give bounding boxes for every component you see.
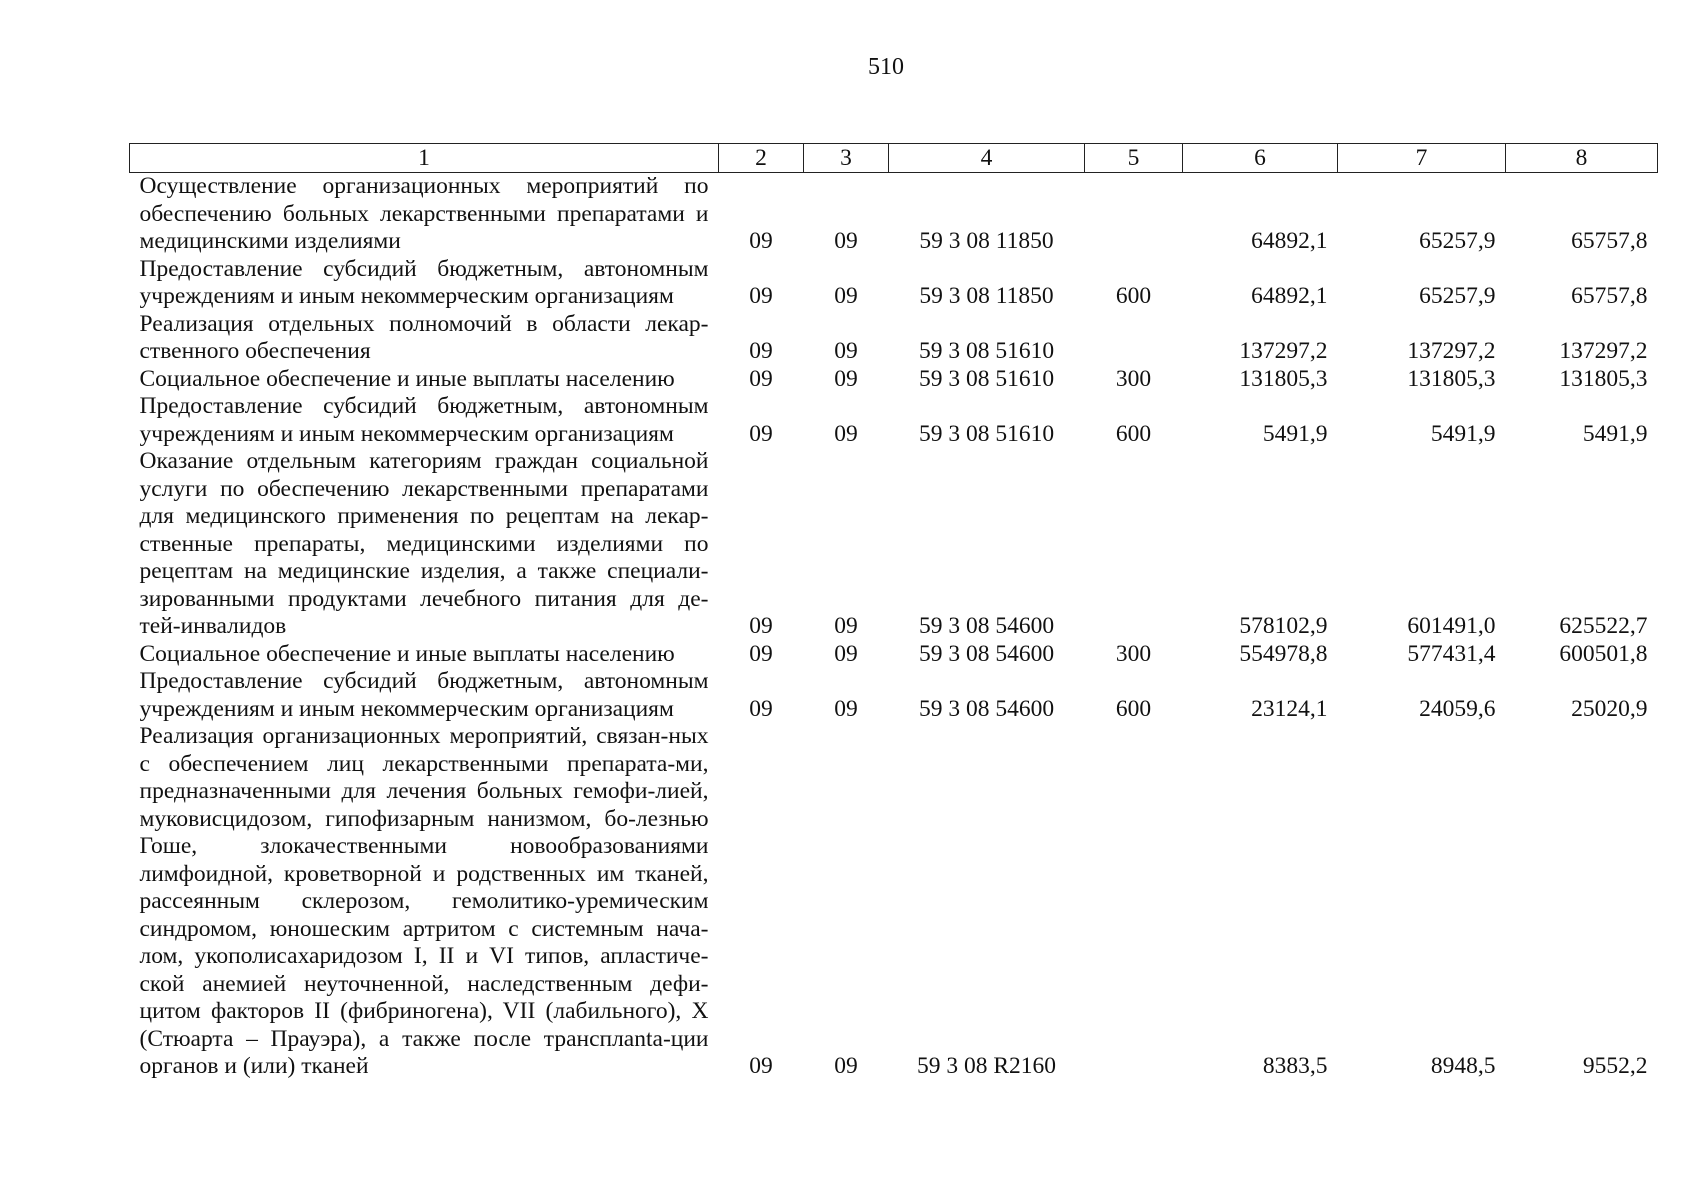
row-amount-col6: 5491,9 (1262, 420, 1328, 447)
column-header-6: 6 (1183, 144, 1338, 173)
row-name: Социальное обеспечение и иные выплаты населению (139, 365, 675, 392)
row-section: 09 (749, 640, 773, 667)
column-header-8: 8 (1506, 144, 1658, 173)
row-name: Осуществление организационных мероприятий по обеспечению больных лекарственными препаратами и медицинскими изделиями (139, 173, 709, 254)
row-expense-type: 600 (1115, 283, 1152, 309)
page-number: 510 (868, 54, 904, 80)
row-target-code: 59 3 08 11850 (919, 283, 1054, 309)
table-row (130, 311, 1658, 366)
row-section: 09 (749, 338, 773, 364)
row-amount-col8: 600501,8 (1559, 640, 1648, 667)
row-target-code: 59 3 08 54600 (918, 695, 1055, 722)
row-amount-col6: 554978,8 (1239, 640, 1328, 667)
row-amount-col6: 137297,2 (1239, 338, 1328, 364)
row-target-code: 59 3 08 11850 (919, 228, 1054, 254)
table-row (130, 448, 1658, 641)
row-expense-type (1085, 723, 1183, 1081)
row-amount-col6: 8383,5 (1262, 1053, 1328, 1079)
row-target-code: 59 3 08 R2160 (916, 1053, 1057, 1079)
row-amount-col6: 64892,1 (1251, 228, 1328, 254)
row-amount-col7: 65257,9 (1419, 283, 1496, 309)
row-amount-col8: 5491,9 (1582, 420, 1648, 447)
column-header-7: 7 (1338, 144, 1506, 173)
table-row (130, 393, 1658, 448)
row-amount-col7: 601491,0 (1407, 613, 1496, 639)
row-expense-type (1085, 173, 1183, 256)
row-name: Оказание отдельным категориям граждан социальной услуги по обеспечению лекарственными препаратами для медицинского применения по рецептам на лекар-ственные препараты, медицинскими изделиями по рецептам на медицинские изделия, а также специали-зированными продуктами лечебного питания для де-тей-инвалидов (139, 448, 709, 639)
table-row (130, 641, 1658, 669)
row-amount-col8: 25020,9 (1571, 695, 1648, 722)
row-amount-col6: 64892,1 (1251, 283, 1328, 309)
row-subsection: 09 (834, 640, 858, 667)
table-row (130, 256, 1658, 311)
table-row (130, 366, 1658, 394)
row-amount-col7: 24059,6 (1419, 695, 1496, 722)
row-subsection: 09 (834, 1053, 858, 1079)
table-body (130, 173, 1658, 1081)
row-amount-col7: 137297,2 (1407, 338, 1496, 364)
row-section: 09 (749, 283, 773, 309)
row-subsection: 09 (834, 420, 858, 447)
row-section: 09 (749, 228, 773, 254)
row-amount-col8: 131805,3 (1559, 365, 1648, 392)
row-name: Социальное обеспечение и иные выплаты населению (139, 640, 675, 667)
row-target-code: 59 3 08 51610 (918, 365, 1055, 392)
row-name: Предоставление субсидий бюджетным, автономным учреждениям и иным некоммерческим организациям (139, 668, 709, 722)
row-amount-col6: 23124,1 (1251, 695, 1328, 722)
row-name: Реализация организационных мероприятий, связан-ных с обеспечением лиц лекарственными препарата-ми, предназначенными для лечения больных гемофи-лией, муковисцидозом, гипофизарным нанизмом, бо-лезнью Гоше, злокачественными новообразованиями лимфоидной, кроветворной и родственных им тканей, рассеянным склерозом, гемолитико-уремическим синдромом, юношеским артритом с системным нача-лом, укополисахаридозом I, II и VI типов, апластиче-ской анемией неуточненной, наследственным дефи-цитом факторов II (фибриногена), VII (лабильного), X (Стюарта – Прауэра), а также после трансплanta-ции органов и (или) тканей (139, 723, 709, 1079)
row-amount-col7: 131805,3 (1407, 365, 1496, 392)
row-amount-col8: 137297,2 (1559, 338, 1648, 364)
row-amount-col7: 65257,9 (1419, 228, 1496, 254)
column-header-5: 5 (1085, 144, 1183, 173)
row-amount-col8: 65757,8 (1571, 283, 1648, 309)
row-amount-col6: 578102,9 (1239, 613, 1328, 639)
row-amount-col7: 8948,5 (1430, 1053, 1496, 1079)
row-subsection: 09 (834, 283, 858, 309)
row-section: 09 (749, 695, 773, 722)
column-header-4: 4 (889, 144, 1085, 173)
row-section: 09 (749, 420, 773, 447)
row-amount-col8: 65757,8 (1571, 228, 1648, 254)
row-expense-type: 600 (1115, 420, 1152, 447)
table-row (130, 668, 1658, 723)
row-expense-type: 600 (1115, 695, 1152, 722)
budget-table (129, 143, 1658, 1081)
row-subsection: 09 (834, 695, 858, 722)
row-target-code: 59 3 08 51610 (918, 420, 1055, 447)
row-name: Реализация отдельных полномочий в области лекар-ственного обеспечения (139, 310, 709, 364)
row-amount-col6: 131805,3 (1239, 365, 1328, 392)
row-section: 09 (749, 1053, 773, 1079)
row-amount-col8: 625522,7 (1559, 613, 1648, 639)
row-subsection: 09 (834, 613, 858, 639)
table-row (130, 173, 1658, 256)
column-header-2: 2 (719, 144, 804, 173)
row-target-code: 59 3 08 54600 (918, 640, 1055, 667)
table-header (130, 144, 1658, 173)
row-section: 09 (749, 365, 773, 392)
row-name: Предоставление субсидий бюджетным, автономным учреждениям и иным некоммерческим организациям (139, 393, 709, 447)
row-amount-col7: 5491,9 (1430, 420, 1496, 447)
row-expense-type (1085, 311, 1183, 366)
table-row (130, 723, 1658, 1081)
column-header-3: 3 (804, 144, 889, 173)
row-expense-type: 300 (1115, 365, 1152, 392)
row-expense-type (1085, 448, 1183, 641)
header-row (130, 144, 1658, 173)
row-section: 09 (749, 613, 773, 639)
row-target-code: 59 3 08 51610 (918, 338, 1055, 364)
row-subsection: 09 (834, 228, 858, 254)
row-name: Предоставление субсидий бюджетным, автономным учреждениям и иным некоммерческим организациям (139, 255, 709, 309)
row-amount-col8: 9552,2 (1582, 1053, 1648, 1079)
row-amount-col7: 577431,4 (1407, 640, 1496, 667)
row-subsection: 09 (834, 338, 858, 364)
row-subsection: 09 (834, 365, 858, 392)
row-expense-type: 300 (1115, 640, 1152, 667)
column-header-1: 1 (130, 144, 719, 173)
row-target-code: 59 3 08 54600 (918, 613, 1055, 639)
